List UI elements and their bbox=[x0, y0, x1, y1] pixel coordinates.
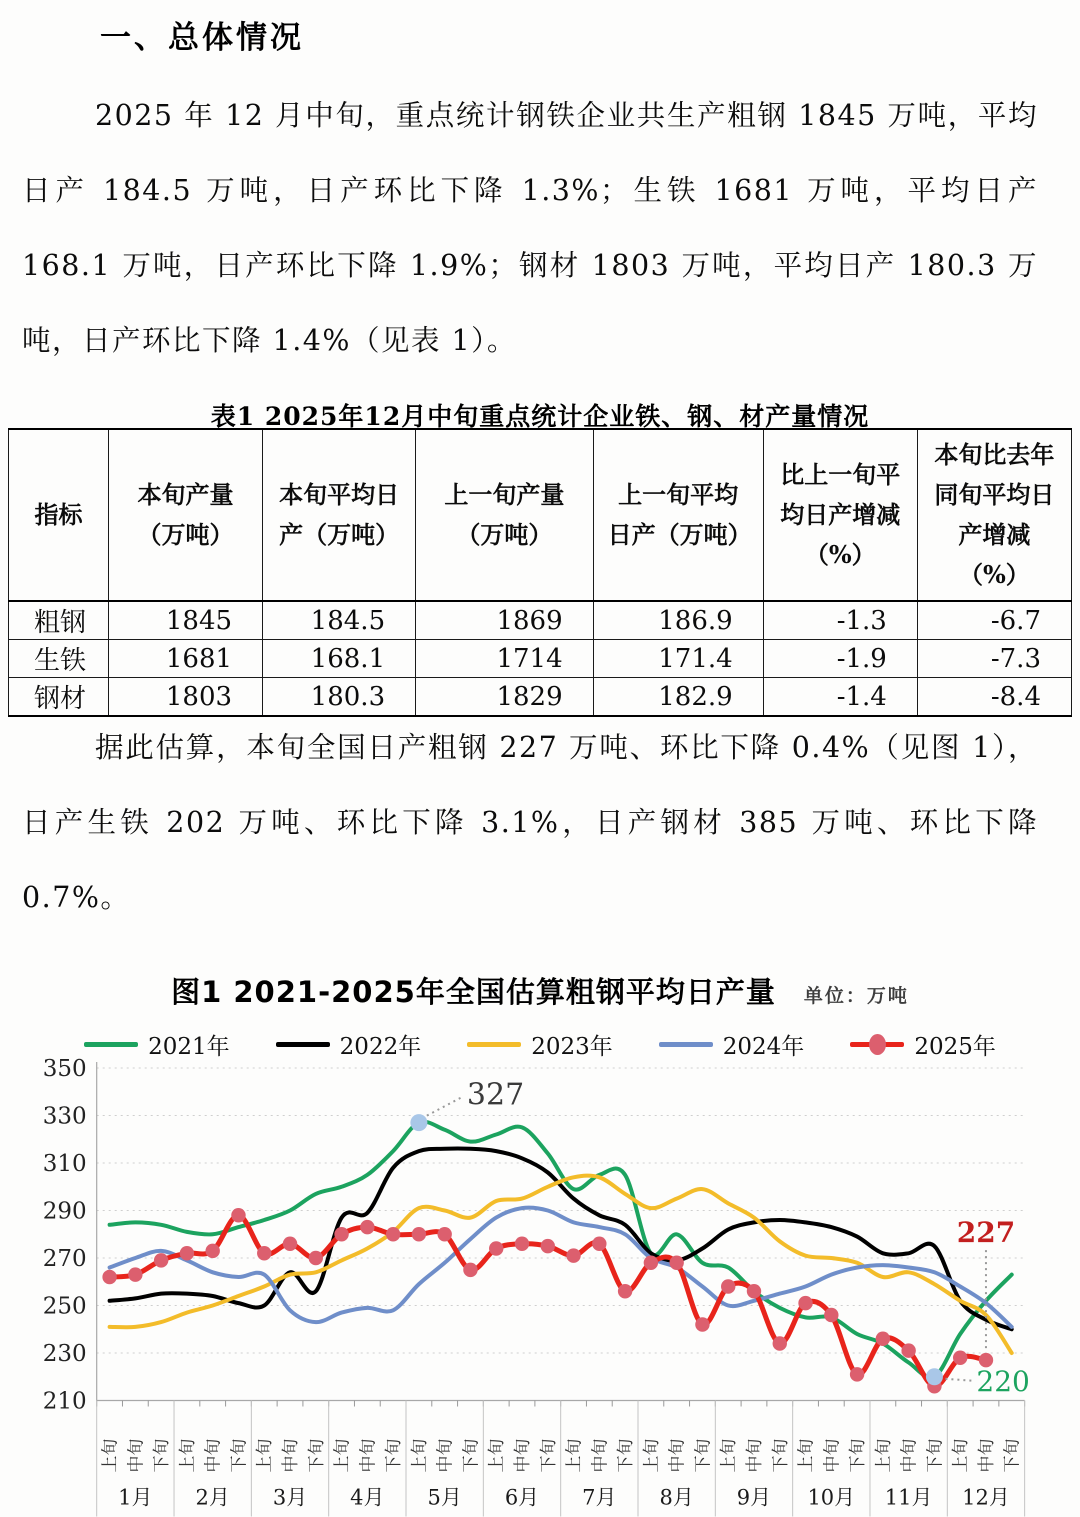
line-chart bbox=[0, 1058, 1080, 1517]
period-label: 下旬 bbox=[461, 1438, 482, 1473]
annotation-leader bbox=[427, 1097, 463, 1116]
production-table bbox=[8, 428, 1072, 717]
data-point-marker bbox=[592, 1237, 606, 1251]
data-point-marker bbox=[747, 1284, 761, 1298]
period-label: 中旬 bbox=[281, 1438, 302, 1473]
y-tick-label: 210 bbox=[42, 1388, 87, 1415]
month-label: 11月 bbox=[884, 1485, 933, 1510]
period-label: 上旬 bbox=[409, 1438, 430, 1473]
data-point-marker bbox=[541, 1239, 555, 1253]
month-label: 10月 bbox=[807, 1485, 856, 1510]
data-point-marker bbox=[618, 1284, 632, 1298]
data-point-marker bbox=[695, 1317, 709, 1331]
data-point-marker bbox=[824, 1308, 838, 1322]
highlight-dot bbox=[410, 1114, 427, 1131]
period-label: 下旬 bbox=[306, 1438, 327, 1473]
period-label: 下旬 bbox=[1002, 1438, 1023, 1473]
cell: 1803 bbox=[108, 678, 262, 717]
data-point-marker bbox=[773, 1336, 787, 1350]
chart-legend bbox=[0, 1028, 1080, 1061]
legend-item-2023年 bbox=[467, 1028, 613, 1061]
row-label: 钢材 bbox=[9, 678, 109, 717]
data-point-marker bbox=[489, 1241, 503, 1255]
y-tick-label: 310 bbox=[42, 1151, 87, 1177]
y-tick-label: 350 bbox=[42, 1058, 87, 1082]
data-point-marker bbox=[566, 1248, 580, 1262]
data-point-marker bbox=[180, 1246, 194, 1260]
legend-swatch bbox=[467, 1042, 521, 1047]
cell: -1.9 bbox=[763, 640, 917, 678]
cell: -1.4 bbox=[763, 678, 917, 717]
annotation-leader bbox=[945, 1379, 972, 1381]
period-label: 下旬 bbox=[848, 1438, 869, 1473]
period-label: 上旬 bbox=[332, 1438, 353, 1473]
table-row bbox=[9, 601, 1072, 640]
annotation-value: 227 bbox=[956, 1216, 1016, 1250]
period-label: 上旬 bbox=[100, 1438, 121, 1473]
period-label: 下旬 bbox=[229, 1438, 250, 1473]
period-label: 中旬 bbox=[513, 1438, 534, 1473]
data-point-marker bbox=[798, 1296, 812, 1310]
period-label: 中旬 bbox=[435, 1438, 456, 1473]
cell: 182.9 bbox=[593, 678, 763, 717]
period-label: 下旬 bbox=[925, 1438, 946, 1473]
row-label: 生铁 bbox=[9, 640, 109, 678]
y-tick-label: 250 bbox=[42, 1293, 87, 1320]
legend-swatch bbox=[659, 1042, 713, 1047]
legend-label: 2024年 bbox=[722, 1034, 805, 1060]
cell: 1845 bbox=[108, 601, 262, 640]
data-point-marker bbox=[669, 1256, 683, 1270]
month-label: 12月 bbox=[962, 1485, 1010, 1510]
legend-item-2022年 bbox=[276, 1028, 422, 1061]
month-label: 8月 bbox=[659, 1485, 694, 1510]
period-label: 中旬 bbox=[203, 1438, 224, 1473]
data-point-marker bbox=[283, 1237, 297, 1251]
legend-label: 2022年 bbox=[339, 1034, 422, 1060]
month-label: 1月 bbox=[118, 1485, 153, 1510]
y-tick-label: 330 bbox=[42, 1103, 87, 1130]
period-label: 中旬 bbox=[822, 1438, 843, 1473]
data-point-marker bbox=[309, 1251, 323, 1265]
data-point-marker bbox=[205, 1244, 219, 1258]
month-label: 3月 bbox=[272, 1485, 308, 1510]
cell: 1829 bbox=[416, 678, 594, 717]
period-label: 中旬 bbox=[126, 1438, 147, 1473]
data-point-marker bbox=[386, 1227, 400, 1241]
chart-title: 图1 2021-2025年全国估算粗钢平均日产量 bbox=[171, 975, 776, 1009]
table-row bbox=[9, 640, 1072, 678]
period-label: 中旬 bbox=[899, 1438, 920, 1473]
legend-item-2024年 bbox=[659, 1028, 805, 1061]
period-label: 中旬 bbox=[976, 1438, 997, 1473]
legend-item-2021年 bbox=[84, 1028, 230, 1061]
month-label: 4月 bbox=[350, 1485, 385, 1510]
month-label: 2月 bbox=[195, 1485, 230, 1510]
col-header-prev-daily: 上一旬平均日产（万吨） bbox=[593, 429, 763, 601]
data-point-marker bbox=[463, 1263, 477, 1277]
cell: 168.1 bbox=[263, 640, 416, 678]
data-point-marker bbox=[850, 1367, 864, 1381]
period-label: 上旬 bbox=[487, 1438, 508, 1473]
data-point-marker bbox=[102, 1270, 116, 1284]
data-point-marker bbox=[412, 1227, 426, 1241]
cell: 1681 bbox=[108, 640, 262, 678]
data-point-marker bbox=[231, 1208, 245, 1222]
paragraph-production-summary: 2025 年 12 月中旬，重点统计钢铁企业共生产粗钢 1845 万吨，平均日产 184.5 万吨，日产环比下降 1.3%；生铁 1681 万吨，平均日产 168.1 万吨，日产环比下降 1.9%；钢材 1803 万吨，平均日产 180.3 万吨，日产环比下降 1.4%（见表 1）。 bbox=[22, 99, 1038, 357]
cell: 180.3 bbox=[263, 678, 416, 717]
y-tick-label: 270 bbox=[42, 1246, 87, 1272]
period-label: 上旬 bbox=[719, 1438, 740, 1473]
period-label: 上旬 bbox=[564, 1438, 585, 1473]
data-point-marker bbox=[154, 1253, 168, 1267]
month-label: 9月 bbox=[736, 1485, 772, 1510]
col-header-prev-output: 上一旬产量（万吨） bbox=[416, 429, 594, 601]
period-label: 上旬 bbox=[177, 1438, 198, 1473]
cell: 1714 bbox=[416, 640, 594, 678]
data-point-marker bbox=[128, 1267, 142, 1281]
period-label: 上旬 bbox=[951, 1438, 972, 1473]
y-tick-label: 290 bbox=[42, 1198, 87, 1225]
data-point-marker bbox=[515, 1237, 529, 1251]
period-label: 下旬 bbox=[538, 1438, 559, 1473]
cell: -1.3 bbox=[763, 601, 917, 640]
legend-swatch bbox=[84, 1042, 138, 1047]
cell: -8.4 bbox=[917, 678, 1071, 717]
period-label: 下旬 bbox=[152, 1438, 173, 1473]
col-header-change-vs-last-year: 本旬比去年同旬平均日产增减（%） bbox=[917, 429, 1071, 601]
highlight-dot bbox=[926, 1368, 943, 1385]
legend-swatch bbox=[276, 1042, 330, 1047]
data-point-marker bbox=[721, 1279, 735, 1293]
table-header-row bbox=[9, 429, 1072, 601]
period-label: 上旬 bbox=[641, 1438, 662, 1473]
chart-unit-label: 单位：万吨 bbox=[803, 985, 909, 1007]
col-header-change-vs-prev: 比上一旬平均日产增减（%） bbox=[763, 429, 917, 601]
cell: 171.4 bbox=[593, 640, 763, 678]
annotation-value: 220 bbox=[976, 1364, 1030, 1398]
section-heading: 一、总体情况 bbox=[100, 20, 304, 56]
month-label: 7月 bbox=[582, 1485, 617, 1510]
legend-item-2025年 bbox=[850, 1028, 996, 1061]
data-point-marker bbox=[257, 1246, 271, 1260]
legend-swatch bbox=[850, 1042, 904, 1047]
period-label: 中旬 bbox=[667, 1438, 688, 1473]
legend-marker-dot bbox=[869, 1034, 886, 1055]
data-point-marker bbox=[334, 1227, 348, 1241]
legend-label: 2023年 bbox=[531, 1034, 613, 1060]
legend-label: 2021年 bbox=[148, 1034, 230, 1060]
period-label: 中旬 bbox=[744, 1438, 765, 1473]
table-title: 表1 2025年12月中旬重点统计企业铁、钢、材产量情况 bbox=[210, 402, 870, 431]
cell: 186.9 bbox=[593, 601, 763, 640]
data-point-marker bbox=[437, 1227, 451, 1241]
data-point-marker bbox=[876, 1332, 890, 1346]
period-label: 上旬 bbox=[255, 1438, 276, 1473]
legend-label: 2025年 bbox=[914, 1034, 996, 1060]
data-point-marker bbox=[953, 1351, 967, 1365]
cell: 1869 bbox=[416, 601, 594, 640]
period-label: 中旬 bbox=[590, 1438, 611, 1473]
cell: -6.7 bbox=[917, 601, 1071, 640]
y-tick-label: 230 bbox=[42, 1341, 87, 1367]
period-label: 下旬 bbox=[770, 1438, 791, 1473]
month-label: 6月 bbox=[504, 1485, 540, 1510]
col-header-current-output: 本旬产量（万吨） bbox=[108, 429, 262, 601]
row-label: 粗钢 bbox=[9, 601, 109, 640]
period-label: 下旬 bbox=[616, 1438, 637, 1473]
data-point-marker bbox=[644, 1256, 658, 1270]
month-label: 5月 bbox=[427, 1485, 462, 1510]
period-label: 下旬 bbox=[384, 1438, 405, 1473]
period-label: 上旬 bbox=[796, 1438, 817, 1473]
cell: 184.5 bbox=[263, 601, 416, 640]
data-point-marker bbox=[360, 1220, 374, 1234]
cell: -7.3 bbox=[917, 640, 1071, 678]
period-label: 中旬 bbox=[358, 1438, 379, 1473]
data-point-marker bbox=[901, 1343, 915, 1357]
period-label: 下旬 bbox=[693, 1438, 714, 1473]
col-header-indicator: 指标 bbox=[9, 429, 109, 601]
period-label: 上旬 bbox=[873, 1438, 894, 1473]
annotation-value: 327 bbox=[466, 1077, 525, 1113]
paragraph-national-estimate: 据此估算，本旬全国日产粗钢 227 万吨、环比下降 0.4%（见图 1），日产生铁 202 万吨、环比下降 3.1%，日产钢材 385 万吨、环比下降 0.7%。 bbox=[22, 731, 1038, 914]
col-header-current-daily: 本旬平均日产（万吨） bbox=[263, 429, 416, 601]
